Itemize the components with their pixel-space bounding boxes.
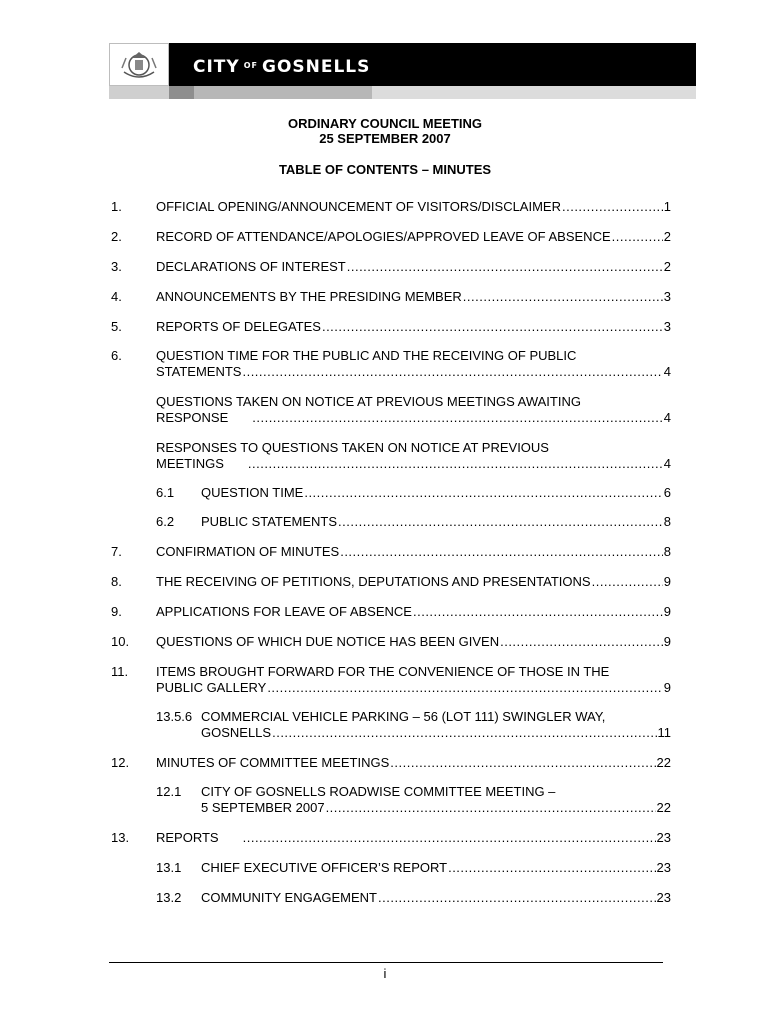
toc-entry-number: 2. [111,229,122,244]
toc-entry-title-cont: MEETINGS [156,456,224,471]
toc-entry-title: RECORD OF ATTENDANCE/APOLOGIES/APPROVED LEAVE OF ABSENCE [156,229,611,244]
toc-entry-number: 13.1 [156,860,182,875]
toc-entry-title: PUBLIC STATEMENTS [201,514,338,529]
toc-entry-page: 6 [663,485,671,500]
toc-entry-page: 23 [656,830,671,845]
meeting-title: ORDINARY COUNCIL MEETING [287,116,483,131]
toc-entry-number: 4. [111,289,122,304]
toc-entry-title-cont: 5 SEPTEMBER 2007 [201,800,325,815]
banner-strip [194,86,372,99]
crest-logo [109,43,169,86]
toc-entry-page: 8 [663,544,671,559]
toc-entry-title: QUESTION TIME [201,485,304,500]
toc-entry-title: OFFICIAL OPENING/ANNOUNCEMENT OF VISITORS/DISCLAIMER [156,199,561,214]
toc-entry-page: 4 [663,410,671,425]
toc-entry-page: 8 [663,514,671,529]
banner-title [193,57,370,77]
toc-entry-title: REPORTS OF DELEGATES [156,319,321,334]
toc-entry-title: COMMUNITY ENGAGEMENT [201,890,377,905]
toc-entry-page: 4 [663,456,671,471]
toc-entry-page: 9 [663,634,671,649]
toc-entry-number: 6.1 [156,485,175,500]
toc-entry-page: 23 [656,890,671,905]
toc-entry-title: THE RECEIVING OF PETITIONS, DEPUTATIONS AND PRESENTATIONS [156,574,591,589]
toc-entry-title-cont: GOSNELLS [201,725,272,740]
toc-title: TABLE OF CONTENTS – MINUTES [278,162,492,177]
toc-entry-title-cont: STATEMENTS [156,364,242,379]
crest-icon [110,44,168,85]
toc-entry-title: ANNOUNCEMENTS BY THE PRESIDING MEMBER [156,289,462,304]
toc-entry-title: ITEMS BROUGHT FORWARD FOR THE CONVENIENCE OF THOSE IN THE [156,664,610,679]
toc-entry-number: 6. [111,348,122,363]
toc-entry-page: 3 [663,319,671,334]
toc-entry-number: 11. [111,664,129,679]
toc-entry-title: CONFIRMATION OF MINUTES [156,544,340,559]
toc-entry-number: 5. [111,319,122,334]
toc-entry-number: 12.1 [156,784,182,799]
banner-strip [109,86,169,99]
toc-entry-page: 2 [663,259,671,274]
toc-entry-title: CHIEF EXECUTIVE OFFICER’S REPORT [201,860,448,875]
toc-entry-number: 13.2 [156,890,182,905]
banner-strip [372,86,696,99]
toc-entry-title: COMMERCIAL VEHICLE PARKING – 56 (LOT 111) SWINGLER WAY, [201,709,606,724]
toc-entry-number: 10. [111,634,130,649]
toc-entry-title: RESPONSES TO QUESTIONS TAKEN ON NOTICE AT PREVIOUS [156,440,549,455]
toc-entry-title: MINUTES OF COMMITTEE MEETINGS [156,755,390,770]
toc-entry-number: 6.2 [156,514,175,529]
banner-title-name: GOSNELLS [261,57,371,77]
toc-entry-page: 1 [663,199,671,214]
toc-entry-number: 13.5.6 [156,709,193,724]
page-number: i [383,966,387,981]
toc-entry-title: QUESTIONS TAKEN ON NOTICE AT PREVIOUS MEETINGS AWAITING [156,394,581,409]
toc-entry-number: 1. [111,199,122,214]
toc-entry-title: QUESTIONS OF WHICH DUE NOTICE HAS BEEN GIVEN [156,634,500,649]
toc-entry-number: 3. [111,259,122,274]
toc-entry-page: 11 [657,725,671,740]
toc-entry-title-cont: RESPONSE [156,410,229,425]
toc-entry-title-cont: PUBLIC GALLERY [156,680,267,695]
banner-strip [169,86,194,99]
meeting-date: 25 SEPTEMBER 2007 [319,131,451,146]
toc-entry-page: 9 [663,680,671,695]
toc-entry-page: 22 [656,755,671,770]
toc-entry-page: 9 [663,604,671,619]
footer-rule [109,962,663,963]
toc-entry-number: 8. [111,574,122,589]
toc-entry-page: 23 [656,860,671,875]
toc-entry-title: QUESTION TIME FOR THE PUBLIC AND THE RECEIVING OF PUBLIC [156,348,577,363]
toc-entry-number: 13. [111,830,130,845]
toc-entry-page: 2 [663,229,671,244]
toc-entry-title: REPORTS [156,830,219,845]
banner-title-of: OF [243,61,258,70]
toc-entry-number: 7. [111,544,122,559]
banner-title-city: CITY [193,57,240,77]
toc-entry-title: APPLICATIONS FOR LEAVE OF ABSENCE [156,604,412,619]
toc-entry-number: 12. [111,755,130,770]
toc-entry-title: DECLARATIONS OF INTEREST [156,259,346,274]
toc-entry-number: 9. [111,604,122,619]
toc-entry-page: 3 [663,289,671,304]
city-banner [109,43,696,99]
toc-entry-page: 9 [663,574,671,589]
toc-entry-page: 22 [656,800,671,815]
toc-entry-title: CITY OF GOSNELLS ROADWISE COMMITTEE MEETING – [201,784,556,799]
toc-entry-page: 4 [663,364,671,379]
